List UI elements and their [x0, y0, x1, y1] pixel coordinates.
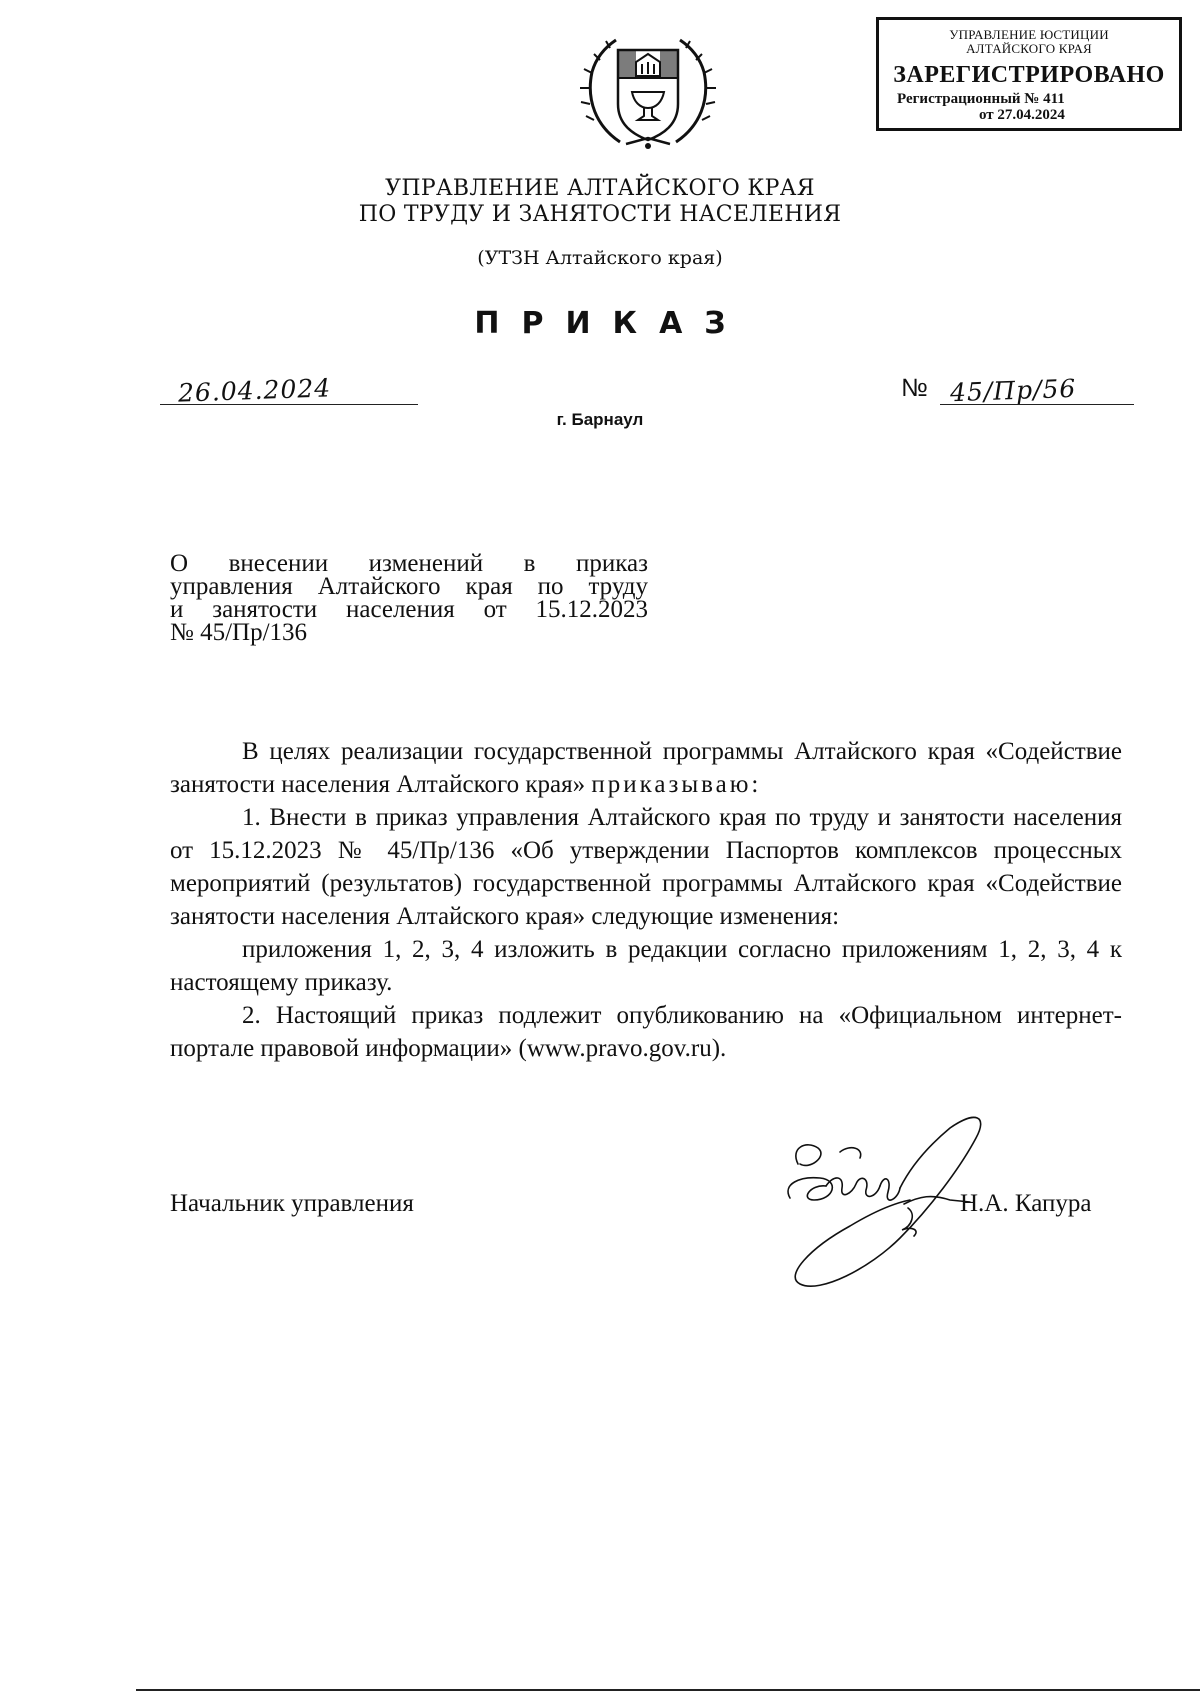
preamble-text: В целях реализации государственной программы Алтайского края «Содействие занятости населения Алтайского края»	[170, 738, 1122, 798]
org-name-line1: УПРАВЛЕНИЕ АЛТАЙСКОГО КРАЯ	[385, 176, 815, 201]
stamp-status: ЗАРЕГИСТРИРОВАНО	[893, 62, 1165, 88]
body-paragraph-item1: 1. Внести в приказ управления Алтайского края по труду и занятости населения от 15.12.2023 № 45/Пр/136 «Об утверждении Паспортов комплексов процессных мероприятий (результатов) государственной программы Алтайского края «Содействие занятости населения Алтайского края» следующие изменения:	[170, 804, 1122, 930]
org-abbreviation: (УТЗН Алтайского края)	[477, 247, 723, 269]
coat-of-arms-icon	[578, 30, 718, 152]
stamp-authority-line1: УПРАВЛЕНИЕ ЮСТИЦИИ	[949, 27, 1109, 42]
signatory-position: Начальник управления	[170, 1190, 414, 1217]
number-label: №	[901, 374, 928, 402]
subject-line: О внесении изменений в приказ	[170, 550, 648, 577]
subject-line: и занятости населения от 15.12.2023	[170, 596, 648, 623]
signatory-name: Н.А. Капура	[960, 1190, 1092, 1217]
body-paragraph-preamble	[170, 735, 1122, 801]
order-body	[170, 735, 1122, 1065]
order-date: 26.04.2024	[177, 373, 332, 408]
city: г. Барнаул	[556, 410, 644, 429]
page-bottom-line	[136, 1689, 1200, 1691]
order-subject	[170, 552, 648, 644]
order-number: 45/Пр/56	[949, 373, 1077, 408]
date-underline	[160, 404, 418, 405]
document-type-title: ПРИКАЗ	[474, 306, 748, 341]
stamp-reg-number: Регистрационный № 411	[897, 91, 1065, 107]
order-verb: приказываю:	[591, 771, 762, 798]
registration-stamp	[876, 17, 1182, 131]
subject-line: управления Алтайского края по труду	[170, 573, 648, 600]
stamp-reg-date: от 27.04.2024	[979, 107, 1065, 123]
body-paragraph-item2: 2. Настоящий приказ подлежит опубликованию на «Официальном интернет-портале правовой информации» (www.pravo.gov.ru).	[170, 1002, 1122, 1062]
stamp-authority-line2: АЛТАЙСКОГО КРАЯ	[966, 41, 1092, 56]
org-name-line2: ПО ТРУДУ И ЗАНЯТОСТИ НАСЕЛЕНИЯ	[358, 202, 842, 227]
number-underline	[940, 404, 1134, 405]
body-paragraph-annexes: приложения 1, 2, 3, 4 изложить в редакции согласно приложениям 1, 2, 3, 4 к настоящему приказу.	[170, 936, 1122, 996]
subject-line: № 45/Пр/136	[170, 619, 308, 646]
